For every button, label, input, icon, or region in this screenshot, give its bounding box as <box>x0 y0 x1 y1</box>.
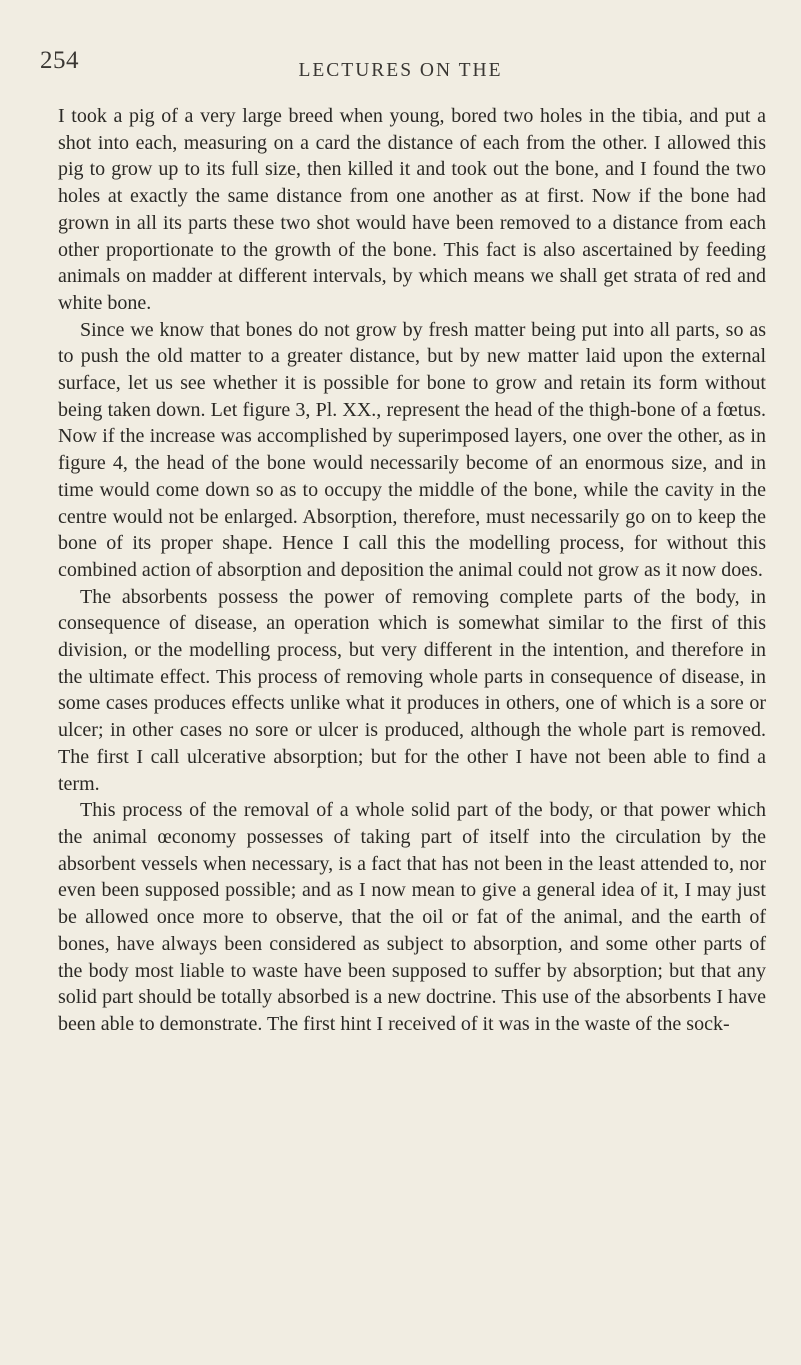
paragraph-pig-experiment: I took a pig of a very large breed when young, bored two holes in the tibia, and put a shot into each, measuring on a card the distance of each from the other. I allowed this pig to grow up to its full size, then killed it and took out the bone, and I found the two holes at exactly the same distance from one another as at first. Now if the bone had grown in all its parts these two shot would have been removed to a distance from each other proportionate to the growth of the bone. This fact is also ascertained by feeding animals on madder at different intervals, by which means we shall get strata of red and white bone. <box>58 105 766 314</box>
running-head: LECTURES ON THE <box>298 60 503 81</box>
paragraph-removal-process: This process of the removal of a whole solid part of the body, or that power which the animal œconomy possesses of taking part of itself into the circulation by the absorbent vessels when necessary, is a fact that has not been in the least attended to, nor even been supposed possible; and as I now mean to give a general idea of it, I may just be allowed once more to observe, that the oil or fat of the animal, and the earth of bones, have always been considered as subject to absorption, and some other parts of the body most liable to waste have been supposed to suffer by absorption; but that any solid part should be totally absorbed is a new doctrine. This use of the absorbents I have been able to demonstrate. The first hint I received of it was in the waste of the sock- <box>58 799 766 1035</box>
body-text <box>58 103 766 1038</box>
page-number: 254 <box>40 47 79 74</box>
paragraph-absorbents: The absorbents possess the power of removing complete parts of the body, in consequence of disease, an operation which is somewhat similar to the first of this division, or the modelling process, but very different in the intention, and therefore in the ultimate effect. This process of removing whole parts in consequence of disease, in some cases produces effects unlike what it produces in others, one of which is a sore or ulcer; in other cases no sore or ulcer is produced, although the whole part is removed. The first I call ulcerative absorption; but for the other I have not been able to find a term. <box>58 585 766 795</box>
paragraph-bone-growth: Since we know that bones do not grow by fresh matter being put into all parts, so as to push the old matter to a greater distance, but by new matter laid upon the external surface, let us see whether it is possible for bone to grow and retain its form without being taken down. Let figure 3, Pl. XX., represent the head of the thigh-bone of a fœtus. Now if the increase was accomplished by superimposed layers, one over the other, as in figure 4, the head of the bone would necessarily become of an enormous size, and in time would come down so as to occupy the middle of the bone, while the cavity in the centre would not be enlarged. Absorption, therefore, must necessarily go on to keep the bone of its proper shape. Hence I call this the modelling process, for without this combined action of absorption and deposition the animal could not grow as it now does. <box>58 318 766 581</box>
